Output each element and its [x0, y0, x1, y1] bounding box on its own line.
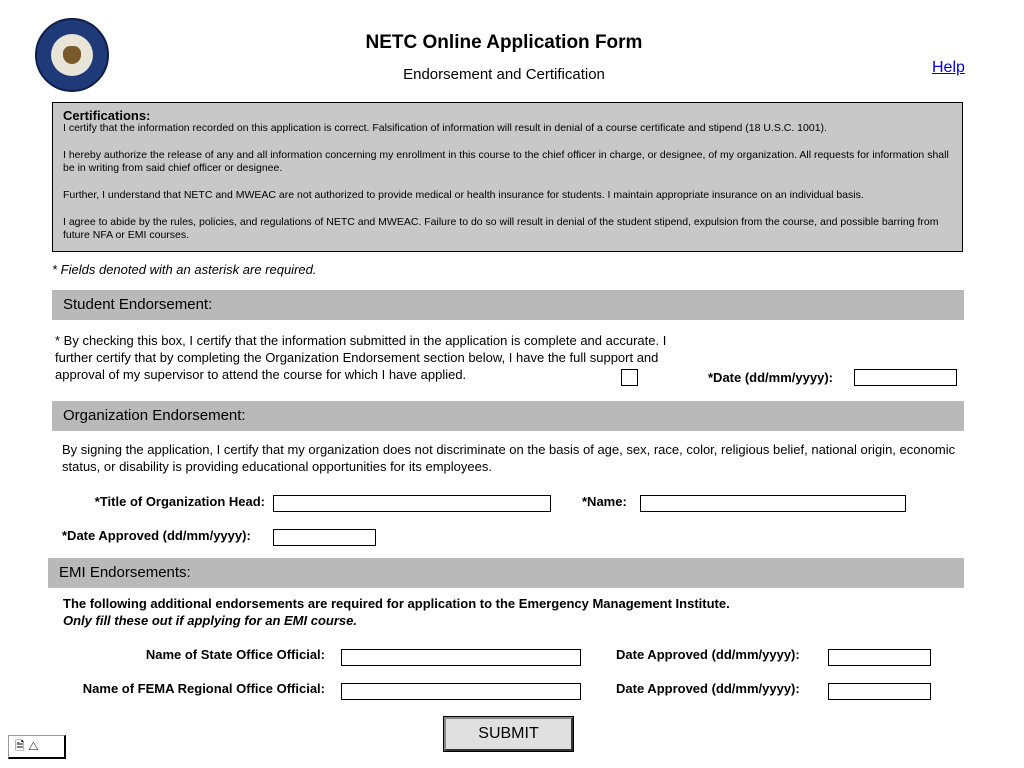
browser-status-widget[interactable]	[8, 735, 66, 759]
organization-endorsement-text: By signing the application, I certify that my organization does not discriminate on the basis of age, sex, race, color, religious belief, national origin, economic status, or disability is providing educational opportunities for its employees.	[62, 442, 956, 474]
submit-button[interactable]: SUBMIT	[444, 717, 573, 751]
org-date-approved-input[interactable]	[273, 529, 376, 546]
emi-required-text: The following additional endorsements are required for application to the Emergency Management Institute.	[63, 596, 730, 611]
help-link[interactable]: Help	[932, 59, 965, 76]
student-endorsement-header: Student Endorsement:	[52, 290, 964, 320]
org-head-title-label: *Title of Organization Head:	[94, 494, 265, 509]
cert-paragraph: Further, I understand that NETC and MWEAC are not authorized to provide medical or health insurance for students. I maintain appropriate insurance on an individual basis.	[63, 189, 864, 201]
triangle-icon: △	[28, 739, 39, 753]
student-date-input[interactable]	[854, 369, 957, 386]
fema-official-input[interactable]	[341, 683, 581, 700]
cert-paragraph: I certify that the information recorded on this application is correct. Falsification of information will result in denial of a course certificate and stipend (18 U.S.C. 1001).	[63, 122, 827, 134]
state-official-label: Name of State Office Official:	[145, 647, 325, 662]
cert-paragraph: I agree to abide by the rules, policies, and regulations of NETC and MWEAC. Failure to do so will result in denial of the student stipend, expulsion from the course, and possible barring from future NFA or EMI courses.	[63, 216, 939, 241]
page-title: NETC Online Application Form	[365, 32, 643, 53]
fema-official-label: Name of FEMA Regional Office Official:	[82, 681, 325, 696]
emi-optional-text: Only fill these out if applying for an EMI course.	[63, 613, 357, 628]
org-date-approved-label: *Date Approved (dd/mm/yyyy):	[62, 528, 251, 543]
org-head-title-input[interactable]	[273, 495, 551, 512]
state-official-input[interactable]	[341, 649, 581, 666]
state-date-input[interactable]	[828, 649, 931, 666]
pages-icon: 🗎	[15, 739, 25, 753]
fema-date-label: Date Approved (dd/mm/yyyy):	[616, 681, 800, 696]
student-endorsement-text: * By checking this box, I certify that the information submitted in the application is complete and accurate. I further certify that by completing the Organization Endorsement section below, I have the full support and approval of my supervisor to attend the course for which I have applied.	[55, 333, 667, 382]
student-certify-checkbox[interactable]	[621, 369, 638, 386]
organization-endorsement-header: Organization Endorsement:	[52, 401, 964, 431]
certifications-heading: Certifications:	[63, 108, 151, 123]
student-date-label: *Date (dd/mm/yyyy):	[708, 370, 833, 385]
org-name-label: *Name:	[582, 494, 627, 509]
emi-endorsements-header: EMI Endorsements:	[48, 558, 964, 588]
certifications-box	[52, 102, 963, 252]
cert-paragraph: I hereby authorize the release of any and all information concerning my enrollment in this course to the chief officer in charge, or designee, of my organization. All requests for information shall be in writing from said chief officer or designee.	[63, 149, 949, 174]
org-name-input[interactable]	[640, 495, 906, 512]
state-date-label: Date Approved (dd/mm/yyyy):	[616, 647, 800, 662]
page-subtitle: Endorsement and Certification	[403, 66, 605, 83]
required-note: * Fields denoted with an asterisk are required.	[52, 262, 317, 277]
fema-date-input[interactable]	[828, 683, 931, 700]
